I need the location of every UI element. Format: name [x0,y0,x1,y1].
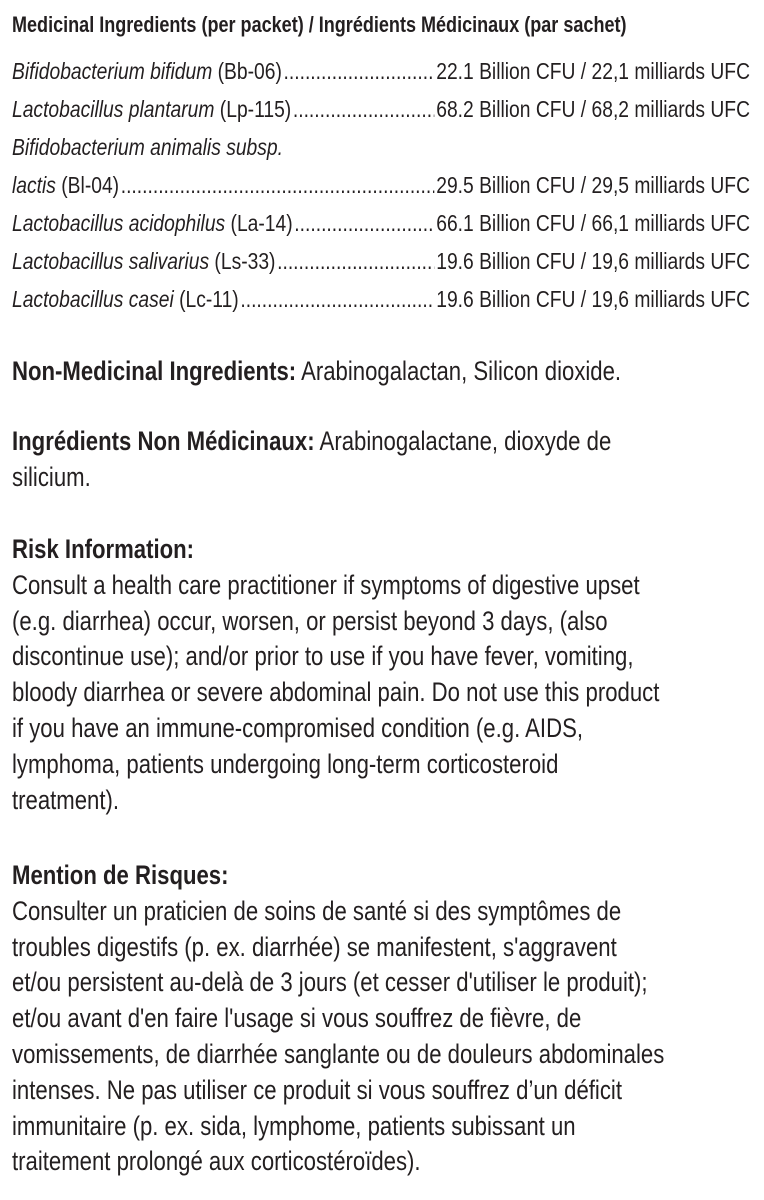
ingredient-row [12,280,750,318]
text-line: lymphoma, patients undergoing long-term corticosteroid [12,748,559,779]
text-line: (e.g. diarrhea) occur, worsen, or persist beyond 3 days, (also [12,605,608,636]
cfu-value: 66.1 Billion CFU / 66,1 milliards UFC [436,209,750,236]
strain: (Bl-04) [55,171,120,198]
text-line: Consulter un praticien de soins de santé si des symptômes de [12,895,622,926]
risk-heading: Mention de Risques: [12,860,229,890]
strain: (Lp-115) [214,95,292,122]
ingredient-row [12,242,750,280]
text-line: immunitaire (p. ex. sida, lymphome, patients subissant un [12,1110,576,1141]
text-line: discontinue use); and/or prior to use if you have fever, vomiting, [12,641,634,672]
dot-leader [277,248,434,275]
text-line: Consult a health care practitioner if symptoms of digestive upset [12,569,640,600]
ingredient-row [12,204,750,242]
dot-leader [294,210,434,237]
strain: (La-14) [225,209,293,236]
risk-information-fr [12,858,664,1180]
strain: (Lc-11) [173,285,239,312]
species-line1: Bifidobacterium animalis subsp. [12,133,283,160]
cfu-value: 19.6 Billion CFU / 19,6 milliards UFC [436,247,750,274]
text-line: vomissements, de diarrhée sanglante ou de douleurs abdominales [12,1038,665,1069]
non-medicinal-fr [12,424,611,496]
text-line: troubles digestifs (p. ex. diarrhée) se manifestent, s'aggravent [12,931,617,962]
text-line: intenses. Ne pas utiliser ce produit si vous souffrez d’un déficit [12,1074,622,1105]
cfu-value: 68.2 Billion CFU / 68,2 milliards UFC [436,95,750,122]
text-line: et/ou persistent au-delà de 3 jours (et cesser d'utiliser le produit); [12,967,648,998]
text-line: et/ou avant d'en faire l'usage si vous souffrez de fièvre, de [12,1003,582,1034]
ingredient-row [12,90,750,128]
species: Bifidobacterium bifidum [12,57,213,84]
dot-leader [240,286,434,313]
text-line: traitement prolongé aux corticostéroïdes). [12,1146,421,1177]
ingredient-row [12,52,750,90]
species: Lactobacillus salivarius [12,247,210,274]
non-medicinal-fr-label: Ingrédients Non Médicinaux: [12,426,315,456]
species: Lactobacillus casei [12,285,174,312]
cfu-value: 22.1 Billion CFU / 22,1 milliards UFC [436,57,750,84]
medicinal-ingredients-list [12,52,750,318]
dot-leader [293,96,435,123]
species: lactis [12,171,56,198]
cfu-value: 19.6 Billion CFU / 19,6 milliards UFC [436,285,750,312]
text-line: bloody diarrhea or severe abdominal pain. Do not use this product [12,677,660,708]
non-medicinal-en [12,354,621,390]
cfu-value: 29.5 Billion CFU / 29,5 milliards UFC [436,171,750,198]
medicinal-ingredients-heading: Medicinal Ingredients (per packet) / Ingrédients Médicinaux (par sachet) [12,12,627,37]
text-line: if you have an immune-compromised condition (e.g. AIDS, [12,712,584,743]
text-line: Arabinogalactane, dioxyde de [314,426,612,456]
non-medicinal-en-text: Arabinogalactan, Silicon dioxide. [296,356,622,386]
text-line: silicium. [12,461,91,492]
text-line: treatment). [12,784,120,815]
risk-information-en [12,532,659,818]
ingredient-row [12,128,750,204]
non-medicinal-en-label: Non-Medicinal Ingredients: [12,356,297,386]
dot-leader [284,58,435,85]
strain: (Ls-33) [209,247,276,274]
risk-heading: Risk Information: [12,534,195,564]
species: Lactobacillus acidophilus [12,209,226,236]
dot-leader [121,172,435,199]
species: Lactobacillus plantarum [12,95,215,122]
strain: (Bb-06) [212,57,282,84]
